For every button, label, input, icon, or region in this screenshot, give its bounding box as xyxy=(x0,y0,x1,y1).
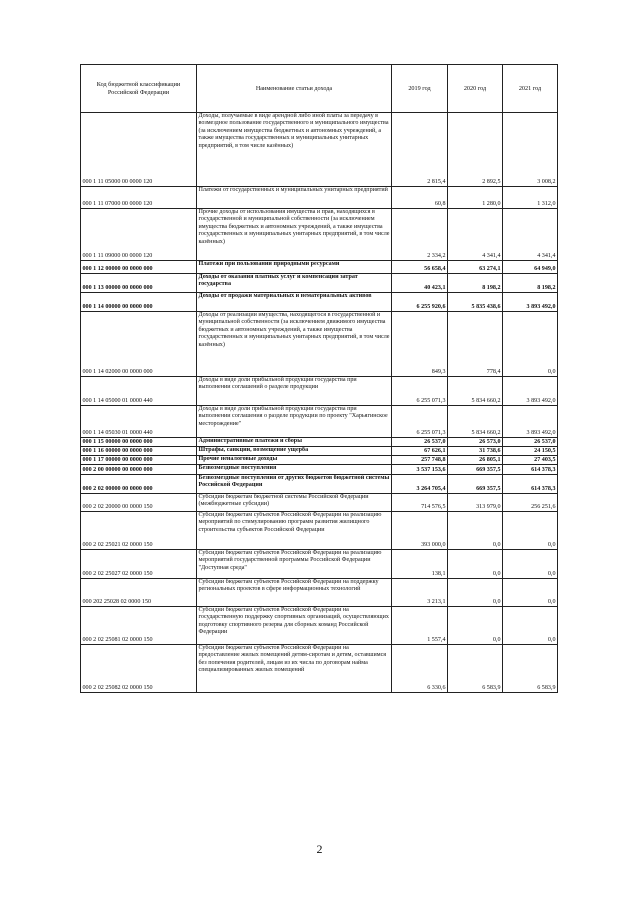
table-row xyxy=(81,209,558,261)
table-row xyxy=(81,465,558,475)
cell-2019: 714 576,5 xyxy=(392,494,448,512)
cell-2021: 0,0 xyxy=(503,579,558,607)
cell-code: 000 1 11 05000 00 0000 120 xyxy=(81,113,197,187)
cell-2021: 27 403,5 xyxy=(503,456,558,465)
cell-2020: 8 198,2 xyxy=(448,274,503,293)
cell-2021: 4 341,4 xyxy=(503,209,558,261)
cell-2020: 0,0 xyxy=(448,512,503,550)
cell-2020: 5 834 660,2 xyxy=(448,406,503,438)
table-row xyxy=(81,312,558,377)
cell-2020: 778,4 xyxy=(448,312,503,377)
table-row xyxy=(81,645,558,693)
table-row xyxy=(81,494,558,512)
cell-code: 000 1 11 07000 00 0000 120 xyxy=(81,187,197,209)
cell-name: Безвозмездные поступления от других бюджетов бюджетной системы Российской Федерации xyxy=(197,475,392,494)
cell-2020: 6 583,9 xyxy=(448,645,503,693)
cell-2020: 313 979,0 xyxy=(448,494,503,512)
cell-2021: 0,0 xyxy=(503,512,558,550)
cell-2019: 3 264 705,4 xyxy=(392,475,448,494)
cell-name: Субсидии бюджетам субъектов Российской Федерации на предоставление жилых помещений детям-сиротам и детям, оставшимся без попечения родителей, лицам из их числа по договорам найма специализированных жилых помещений xyxy=(197,645,392,693)
cell-name: Платежи при пользовании природными ресурсами xyxy=(197,261,392,274)
table-row xyxy=(81,456,558,465)
cell-2019: 60,8 xyxy=(392,187,448,209)
cell-2020: 0,0 xyxy=(448,550,503,579)
cell-name: Штрафы, санкции, возмещение ущерба xyxy=(197,447,392,456)
cell-2021: 3 893 492,0 xyxy=(503,377,558,406)
cell-2019: 6 255 920,6 xyxy=(392,293,448,312)
cell-2021: 0,0 xyxy=(503,607,558,645)
table-row xyxy=(81,447,558,456)
table-row xyxy=(81,377,558,406)
cell-2020: 5 835 438,6 xyxy=(448,293,503,312)
cell-code: 000 202 25028 02 0000 150 xyxy=(81,579,197,607)
cell-2019: 6 330,6 xyxy=(392,645,448,693)
cell-2019: 3 213,1 xyxy=(392,579,448,607)
header-2021: 2021 год xyxy=(503,65,558,113)
cell-code: 000 1 13 00000 00 0000 000 xyxy=(81,274,197,293)
revenue-table xyxy=(80,64,558,693)
cell-2020: 0,0 xyxy=(448,579,503,607)
cell-name: Доходы в виде доли прибыльной продукции государства при выполнении соглашения о разделе продукции по проекту "Харьягинское месторождение" xyxy=(197,406,392,438)
cell-code: 000 1 16 00000 00 0000 000 xyxy=(81,447,197,456)
table-row xyxy=(81,187,558,209)
table-row xyxy=(81,261,558,274)
cell-2020: 0,0 xyxy=(448,607,503,645)
cell-name: Административные платежи и сборы xyxy=(197,438,392,447)
cell-code: 000 1 14 05030 01 0000 440 xyxy=(81,406,197,438)
cell-name: Прочие доходы от использования имущества и прав, находящихся в государственной и муниципальной собственности (за исключением имущества бюджетных и автономных учреждений, а также имущества государственных и муниципальных унитарных предприятий, в том числе казённых) xyxy=(197,209,392,261)
cell-2020: 4 341,4 xyxy=(448,209,503,261)
table-row xyxy=(81,406,558,438)
cell-2020: 26 573,0 xyxy=(448,438,503,447)
table-row xyxy=(81,607,558,645)
table-row xyxy=(81,438,558,447)
cell-name: Доходы от продажи материальных и нематериальных активов xyxy=(197,293,392,312)
header-2020: 2020 год xyxy=(448,65,503,113)
cell-2021: 614 378,3 xyxy=(503,465,558,475)
table-row xyxy=(81,512,558,550)
cell-2021: 64 949,0 xyxy=(503,261,558,274)
cell-2019: 2 334,2 xyxy=(392,209,448,261)
cell-name: Доходы от оказания платных услуг и компенсации затрат государства xyxy=(197,274,392,293)
cell-code: 000 2 02 00000 00 0000 000 xyxy=(81,475,197,494)
cell-2021: 1 312,0 xyxy=(503,187,558,209)
cell-2020: 5 834 660,2 xyxy=(448,377,503,406)
cell-2021: 3 893 492,0 xyxy=(503,406,558,438)
cell-2021: 6 583,9 xyxy=(503,645,558,693)
cell-2021: 24 150,5 xyxy=(503,447,558,456)
table-row xyxy=(81,293,558,312)
cell-2019: 67 626,1 xyxy=(392,447,448,456)
cell-name: Доходы от реализации имущества, находящегося в государственной и муниципальной собственности (за исключением движимого имущества бюджетных и автономных учреждений, а также имущества государственных и муниципальных унитарных предприятий, в том числе казённых) xyxy=(197,312,392,377)
cell-2020: 2 892,5 xyxy=(448,113,503,187)
cell-name: Субсидии бюджетам субъектов Российской Федерации на поддержку региональных проектов в сфере информационных технологий xyxy=(197,579,392,607)
table-body xyxy=(81,113,558,693)
cell-name: Субсидии бюджетам субъектов Российской Федерации на реализацию мероприятий государственной программы Российской Федерации "Доступная среда" xyxy=(197,550,392,579)
header-2019: 2019 год xyxy=(392,65,448,113)
cell-code: 000 1 14 05000 01 0000 440 xyxy=(81,377,197,406)
cell-2019: 1 557,4 xyxy=(392,607,448,645)
table-row xyxy=(81,113,558,187)
cell-name: Доходы в виде доли прибыльной продукции государства при выполнении соглашений о разделе продукции xyxy=(197,377,392,406)
cell-name: Субсидии бюджетам субъектов Российской Федерации на государственную поддержку спортивных организаций, осуществляющих подготовку спортивного резерва для сборных команд Российской Федерации xyxy=(197,607,392,645)
cell-2019: 257 748,8 xyxy=(392,456,448,465)
cell-2021: 256 251,6 xyxy=(503,494,558,512)
cell-code: 000 1 14 00000 00 0000 000 xyxy=(81,293,197,312)
cell-2019: 138,1 xyxy=(392,550,448,579)
cell-code: 000 2 02 25082 02 0000 150 xyxy=(81,645,197,693)
cell-name: Безвозмездные поступления xyxy=(197,465,392,475)
header-name: Наименование статьи дохода xyxy=(197,65,392,113)
cell-2021: 3 008,2 xyxy=(503,113,558,187)
table-row xyxy=(81,579,558,607)
cell-code: 000 1 12 00000 00 0000 000 xyxy=(81,261,197,274)
cell-code: 000 1 15 00000 00 0000 000 xyxy=(81,438,197,447)
cell-2019: 56 658,4 xyxy=(392,261,448,274)
cell-2020: 63 274,1 xyxy=(448,261,503,274)
cell-code: 000 2 02 20000 00 0000 150 xyxy=(81,494,197,512)
cell-2020: 26 805,1 xyxy=(448,456,503,465)
cell-2020: 669 357,5 xyxy=(448,475,503,494)
table-row xyxy=(81,550,558,579)
cell-name: Субсидии бюджетам бюджетной системы Российской Федерации (межбюджетные субсидии) xyxy=(197,494,392,512)
cell-name: Доходы, получаемые в виде арендной либо иной платы за передачу в возмездное пользование государственного и муниципального имущества (за исключением имущества бюджетных и автономных учреждений, а также имущества государственных и муниципальных унитарных предприятий, в том числе казённых) xyxy=(197,113,392,187)
cell-code: 000 2 00 00000 00 0000 000 xyxy=(81,465,197,475)
cell-code: 000 1 17 00000 00 0000 000 xyxy=(81,456,197,465)
cell-2021: 26 537,0 xyxy=(503,438,558,447)
table-header-row xyxy=(81,65,558,113)
header-code: Код бюджетной классификации Российской Федерации xyxy=(81,65,197,113)
cell-2020: 669 357,5 xyxy=(448,465,503,475)
cell-2019: 2 815,4 xyxy=(392,113,448,187)
cell-2021: 0,0 xyxy=(503,550,558,579)
cell-2021: 0,0 xyxy=(503,312,558,377)
cell-2019: 40 423,1 xyxy=(392,274,448,293)
cell-name: Платежи от государственных и муниципальных унитарных предприятий xyxy=(197,187,392,209)
cell-2021: 8 198,2 xyxy=(503,274,558,293)
cell-name: Субсидии бюджетам субъектов Российской Федерации на реализацию мероприятий по стимулированию программ развития жилищного строительства субъектов Российской Федерации xyxy=(197,512,392,550)
cell-2020: 31 738,6 xyxy=(448,447,503,456)
cell-2021: 3 893 492,0 xyxy=(503,293,558,312)
cell-2019: 26 537,0 xyxy=(392,438,448,447)
cell-2019: 3 537 153,6 xyxy=(392,465,448,475)
page-number: 2 xyxy=(316,842,323,856)
cell-code: 000 1 14 02000 00 0000 000 xyxy=(81,312,197,377)
cell-code: 000 2 02 25081 02 0000 150 xyxy=(81,607,197,645)
cell-code: 000 2 02 25021 02 0000 150 xyxy=(81,512,197,550)
cell-2019: 849,3 xyxy=(392,312,448,377)
table-row xyxy=(81,475,558,494)
cell-name: Прочие неналоговые доходы xyxy=(197,456,392,465)
cell-2021: 614 378,3 xyxy=(503,475,558,494)
cell-2019: 6 255 071,3 xyxy=(392,377,448,406)
cell-2019: 6 255 071,3 xyxy=(392,406,448,438)
cell-code: 000 2 02 25027 02 0000 150 xyxy=(81,550,197,579)
cell-code: 000 1 11 09000 00 0000 120 xyxy=(81,209,197,261)
cell-2019: 393 000,0 xyxy=(392,512,448,550)
cell-2020: 1 280,0 xyxy=(448,187,503,209)
table-row xyxy=(81,274,558,293)
